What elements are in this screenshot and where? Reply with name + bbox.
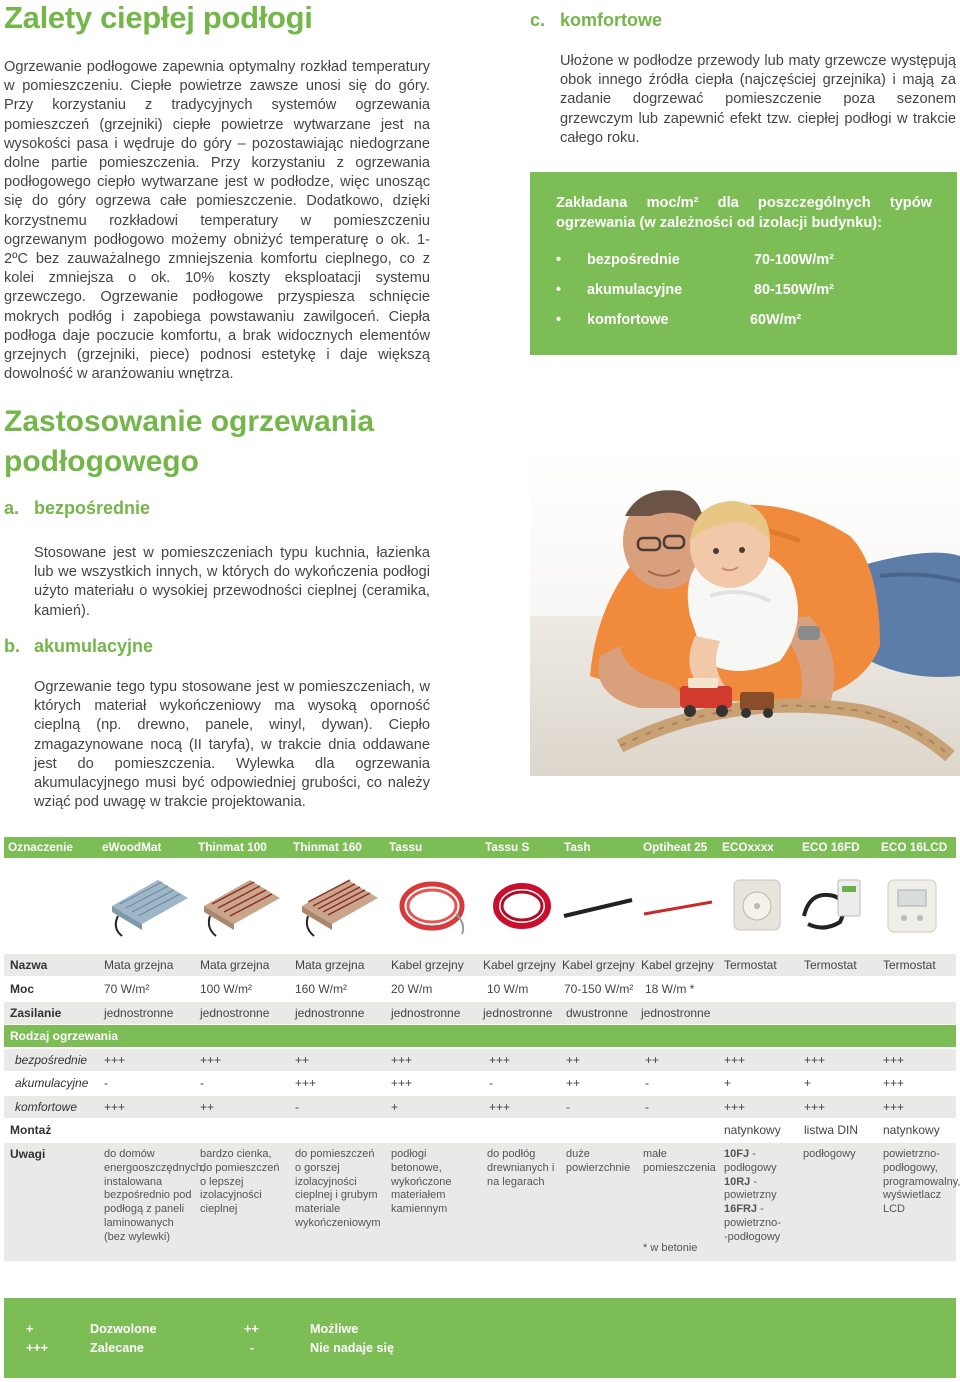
table-cell: Kabel grzejny — [562, 958, 635, 972]
table-cell: +++ — [724, 1053, 746, 1067]
table-cell: +++ — [489, 1100, 511, 1114]
table-row-montaz — [4, 1119, 956, 1141]
header-product: Tassu — [389, 840, 423, 854]
intro-paragraph: Ogrzewanie podłogowe zapewnia optymalny rozkład temperatury w pomieszczeniu. Ciepłe powietrze zawsze unosi się do góry. Przy korzystaniu z tradycyjnych systemów ogrzewania pomieszczeń (grzejniki) ciepłe powietrze wytwarzane jest na wysokości pasa i wędruje do góry – pozostawiając niedogrzane dolne partie pomieszczenia. Przy korzystaniu z ogrzewania podłogowego ciepło wytwarzane jest w podłodze, więc unosząc się do góry ogrzewa całe pomieszczenie. Dodatkowo, dzięki korzystnemu rozkładowi temperatury w pomieszczeniu ogrzewanym podłogowo możemy obniżyć temperaturę o ok. 1-2ºC bez zauważalnego zmniejszenia komfortu cieplnego, co z kolei zmniejsza o ok. 10% koszty eksploatacji systemu grzewczego. Ogrzewanie podłogowe przyspiesza schnięcie mokrych podłóg i zapobiega powstawaniu zawilgoceń. Ciepła podłoga daje poczucie komfortu, a brak widocznych elementów grzejnych (grzejniki, piece) podnosi estetykę i daje większą dowolność w aranżowaniu wnętrza. — [4, 59, 430, 383]
model-code: 10FJ — [724, 1148, 750, 1160]
model-desc: powietrzny — [724, 1189, 777, 1202]
power-item-value: 70-100W/m² — [754, 252, 834, 268]
table-cell: Kabel grzejny — [641, 958, 714, 972]
bullet-icon: • — [556, 282, 562, 298]
power-item-name: bezpośrednie — [587, 252, 680, 268]
table-cell: +++ — [883, 1076, 905, 1090]
model-code: 10RJ — [724, 1175, 751, 1188]
table-cell: 160 W/m² — [295, 982, 348, 996]
table-cell: - — [489, 1076, 493, 1090]
table-cell: + — [804, 1076, 812, 1090]
row-label: komfortowe — [15, 1100, 78, 1114]
table-cell: - — [200, 1076, 204, 1090]
tassu-s-image — [484, 866, 568, 946]
row-label: akumulacyjne — [15, 1076, 89, 1090]
subsection-c-heading — [530, 10, 662, 31]
row-label: Montaż — [10, 1123, 52, 1137]
header-product: Tash — [564, 840, 591, 854]
table-cell: 70-150 W/m² — [564, 982, 634, 996]
table-cell: 10 W/m — [487, 982, 529, 996]
table-cell: + — [391, 1100, 399, 1114]
table-cell: bardzo cienka, do pomieszczeń o lepszej izolacyjności cieplnej — [200, 1148, 280, 1216]
table-cell: - — [566, 1100, 570, 1114]
table-cell: 18 W/m * — [645, 982, 695, 996]
table-header-row — [4, 837, 956, 858]
subsection-b-letter: b. — [4, 636, 20, 656]
table-cell: Mata grzejna — [200, 958, 270, 972]
row-label: Uwagi — [10, 1147, 46, 1161]
table-cell: +++ — [200, 1053, 222, 1067]
section-title-line-1: Zastosowanie ogrzewania — [4, 405, 375, 438]
optiheat-image — [640, 866, 720, 946]
table-row-nazwa — [4, 954, 956, 976]
legend-box — [4, 1298, 956, 1378]
header-product: Tassu S — [485, 840, 530, 854]
legend-symbol: - — [250, 1341, 255, 1355]
subsection-c-title: komfortowe — [560, 10, 663, 30]
tash-image — [560, 866, 640, 946]
table-cell: ++ — [566, 1076, 581, 1090]
table-cell-note: * w betonie — [643, 1242, 698, 1254]
header-product: Thinmat 100 — [198, 840, 267, 854]
table-cell: do domów energooszczędnych, instalowana bezpośrednio pod podłogą z paneli laminowanych (bez wylewki) — [104, 1148, 205, 1243]
table-cell: do pomieszczeń o gorszej izolacyjności cieplnej i grubym materiale wykończeniowym — [295, 1148, 381, 1229]
table-cell: +++ — [883, 1053, 905, 1067]
model-desc: -podłogowy — [724, 1230, 781, 1243]
model-code: 16FRJ — [724, 1203, 758, 1216]
table-cell: natynkowy — [883, 1123, 940, 1137]
subsection-b-heading — [4, 636, 153, 657]
bullet-icon: • — [556, 312, 562, 328]
table-cell: +++ — [104, 1100, 126, 1114]
table-cell: powietrzno-podłogowy, programowalny, wyświetlacz LCD — [883, 1148, 960, 1216]
table-cell: duże powierzchnie — [566, 1148, 631, 1174]
table-cell: Termostat — [883, 958, 936, 972]
subsection-c-text: Ułożone w podłodze przewody lub maty grzewcze występują obok innego źródła ciepła (najczęściej grzejnika) i mają za zadanie dogrzewać pomieszczenie poza sezonem grzewczym lub zapewnić efekt tzw. ciepłej podłogi w trakcie całego roku. — [560, 53, 956, 146]
table-cell: +++ — [804, 1100, 826, 1114]
page-title: Zalety ciepłej podłogi — [4, 0, 313, 35]
table-cell: 100 W/m² — [200, 982, 253, 996]
section-title-line-2: podłogowego — [4, 445, 199, 478]
table-cell: Kabel grzejny — [483, 958, 556, 972]
table-row-zasilanie — [4, 1002, 956, 1024]
table-cell: +++ — [391, 1053, 413, 1067]
table-cell: +++ — [489, 1053, 511, 1067]
table-cell: jednostronne — [483, 1006, 553, 1020]
separator: - — [749, 1148, 756, 1160]
table-cell: ++ — [645, 1053, 660, 1067]
table-cell: jednostronne — [391, 1006, 461, 1020]
header-product: Optiheat 25 — [643, 840, 708, 854]
power-info-title: Zakładana moc/m² dla poszczególnych typów ogrzewania (w zależności od izolacji budynku): — [556, 195, 932, 231]
eco-16fd-image — [800, 866, 870, 946]
section-title — [4, 402, 374, 482]
model-desc: powietrzno- — [724, 1216, 781, 1229]
power-item-name: akumulacyjne — [587, 282, 683, 298]
table-cell: - — [645, 1076, 649, 1090]
table-cell: Mata grzejna — [104, 958, 174, 972]
separator: - — [757, 1203, 764, 1216]
table-cell: jednostronne — [104, 1006, 174, 1020]
table-row-rodzaj — [4, 1025, 956, 1047]
subsection-a-title: bezpośrednie — [34, 498, 151, 518]
legend-text: Możliwe — [310, 1322, 359, 1336]
table-cell: Kabel grzejny — [391, 958, 464, 972]
power-info-box — [530, 172, 957, 355]
bullet-icon: • — [556, 252, 562, 268]
table-cell: jednostronne — [200, 1006, 270, 1020]
table-row-moc — [4, 978, 956, 1000]
power-item-value: 80-150W/m² — [754, 282, 834, 298]
header-label: Oznaczenie — [8, 840, 73, 854]
header-product: ECOxxxx — [722, 840, 774, 854]
table-cell: jednostronne — [295, 1006, 365, 1020]
ecoxxxx-thermostat-image — [728, 866, 788, 946]
table-row-komfortowe — [4, 1096, 956, 1118]
thinmat-160-image — [298, 866, 382, 946]
subsection-b-text: Ogrzewanie tego typu stosowane jest w pomieszczeniach, w których materiał wykończeniowy ma wysoką oporność cieplną (np. drewno, panele, winyl, dywan). Ciepło zmagazynowane nocą (II taryfa), w trakcie dnia oddawane jest do pomieszczenia. Wylewka dla ogrzewania akumulacyjnego musi być odpowiedniej grubości, co należy wziąć pod uwagę w trakcie projektowania. — [34, 679, 430, 811]
row-label: Moc — [10, 982, 34, 996]
table-cell: +++ — [804, 1053, 826, 1067]
table-cell: ++ — [295, 1053, 310, 1067]
row-label: Zasilanie — [10, 1006, 62, 1020]
table-cell: ++ — [566, 1053, 581, 1067]
legend-text: Nie nadaje się — [310, 1341, 394, 1355]
power-item-value: 60W/m² — [750, 312, 802, 328]
header-product: ECO 16FD — [802, 840, 860, 854]
table-cell: podłogowy — [803, 1148, 856, 1160]
subsection-a-heading — [4, 498, 150, 519]
table-cell: +++ — [724, 1100, 746, 1114]
power-item-name: komfortowe — [587, 312, 669, 328]
header-product: eWoodMat — [102, 840, 162, 854]
table-cell: jednostronne — [641, 1006, 711, 1020]
table-row-bezposrednie — [4, 1049, 956, 1071]
table-cell: + — [724, 1076, 732, 1090]
model-desc: podłogowy — [724, 1161, 777, 1174]
table-cell: Termostat — [804, 958, 857, 972]
table-cell: 70 W/m² — [104, 982, 150, 996]
family-photo — [530, 446, 960, 776]
table-cell: małe pomieszczenia — [643, 1148, 716, 1174]
row-label: Rodzaj ogrzewania — [10, 1029, 119, 1043]
row-label: Nazwa — [10, 958, 48, 972]
table-cell: 20 W/m — [391, 982, 433, 996]
table-cell: podłogi betonowe, wykończone materiałem kamiennym — [391, 1148, 452, 1216]
subsection-b-title: akumulacyjne — [34, 636, 154, 656]
legend-symbol: + — [26, 1322, 34, 1336]
legend-text: Zalecane — [90, 1341, 144, 1355]
table-cell: dwustronne — [566, 1006, 629, 1020]
table-cell: do podłóg drewnianych i na legarach — [487, 1148, 555, 1188]
table-cell: Mata grzejna — [295, 958, 365, 972]
table-cell: - — [645, 1100, 649, 1114]
table-cell: ++ — [200, 1100, 215, 1114]
separator: - — [750, 1175, 758, 1188]
table-row-akumulacyjne — [4, 1072, 956, 1094]
legend-symbol: ++ — [244, 1322, 259, 1336]
table-cell-eco-models — [724, 1148, 798, 1245]
table-cell: - — [104, 1076, 108, 1090]
family-photo-illustration — [530, 446, 960, 776]
subsection-a-text: Stosowane jest w pomieszczeniach typu kuchnia, łazienka lub we wszystkich innych, w których do wykończenia podłogi użyto materiału o wysokiej przewodności cieplnej (ceramika, kamień). — [34, 545, 430, 619]
header-product: Thinmat 160 — [293, 840, 362, 854]
table-cell: +++ — [391, 1076, 413, 1090]
subsection-a-letter: a. — [4, 498, 20, 518]
table-cell: Termostat — [724, 958, 777, 972]
table-cell: +++ — [295, 1076, 317, 1090]
table-cell: +++ — [104, 1053, 126, 1067]
ewoodmat-image — [108, 866, 192, 946]
subsection-c-letter: c. — [530, 10, 546, 30]
table-cell: natynkowy — [724, 1123, 781, 1137]
legend-text: Dozwolone — [90, 1322, 157, 1336]
row-label: bezpośrednie — [15, 1053, 88, 1067]
header-product: ECO 16LCD — [881, 840, 948, 854]
table-cell: listwa DIN — [804, 1123, 859, 1137]
tassu-image — [392, 866, 476, 946]
table-cell: +++ — [883, 1100, 905, 1114]
thinmat-100-image — [200, 866, 284, 946]
legend-symbol: +++ — [26, 1341, 49, 1355]
table-cell: - — [295, 1100, 299, 1114]
eco-16lcd-image — [884, 866, 944, 946]
